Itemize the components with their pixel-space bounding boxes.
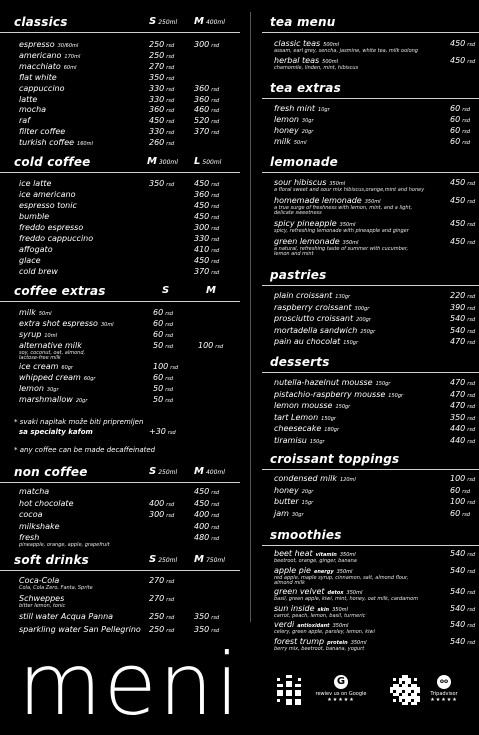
menu-item [0, 612, 240, 622]
note-decaf: * any coffee can be made decaffeinated [14, 446, 156, 454]
item-name: espresso 30/60ml [19, 40, 79, 49]
item-name: lemon mousse 150gr [274, 401, 351, 410]
item-name: macchiato 60ml [19, 61, 77, 71]
size-header-s: S 250ml [149, 466, 178, 477]
price: 100 rsd [153, 362, 179, 371]
price: 450 rsd [450, 219, 476, 228]
menu-item [0, 594, 240, 609]
item-name: condensed milk 120ml [274, 474, 356, 483]
menu-item [262, 126, 479, 136]
menu-item [262, 56, 479, 71]
price: 350 rsd [194, 612, 220, 621]
item-name: turkish coffee 160ml [19, 138, 93, 148]
menu-item [0, 533, 240, 548]
menu-item [0, 256, 240, 266]
item-name: nutella-hazelnut mousse 150gr [274, 378, 391, 387]
price: 450 rsd [194, 179, 220, 188]
size-header-l: L 500ml [194, 156, 222, 167]
tripadvisor-text: Tripadvisor [430, 691, 458, 697]
price: 450 rsd [450, 196, 476, 205]
section-header [262, 80, 479, 99]
price: 330 rsd [194, 234, 220, 243]
item-name: fresh [19, 533, 40, 542]
menu-item [0, 362, 240, 372]
menu-item [262, 196, 479, 216]
price: 100 rsd [450, 497, 476, 506]
size-header-m: M 750ml [194, 554, 225, 565]
section-header [262, 354, 479, 373]
menu-item [0, 487, 240, 497]
menu-item [262, 413, 479, 423]
price: 540 rsd [450, 620, 476, 629]
item-description: lactose-free milk [19, 355, 61, 361]
price: 400 rsd [149, 498, 175, 508]
section-classics [0, 14, 240, 148]
section-title: tea menu [270, 15, 336, 29]
section-smoothies [262, 527, 479, 652]
price: 540 rsd [450, 314, 476, 323]
menu-item [262, 326, 479, 336]
price: 390 rsd [450, 302, 476, 312]
item-name: sparkling water San Pellegrino [19, 625, 141, 634]
note-specialty: * svaki napitak može biti pripremljen [14, 418, 144, 426]
price: 540 rsd [450, 565, 476, 575]
price: 400 rsd [194, 510, 220, 519]
google-review-text: rewiev us on Google [315, 691, 367, 697]
item-name: espresso tonic [19, 201, 77, 210]
price: 360 rsd [194, 94, 220, 104]
menu-item [262, 39, 479, 54]
item-name: freddo cappuccino [19, 234, 94, 243]
item-name: mocha [19, 105, 47, 115]
item-name: honey 20gr [274, 126, 314, 135]
item-name: extra shot espresso 30ml [19, 319, 114, 328]
item-name: hot chocolate [19, 498, 74, 508]
price: 470 rsd [450, 401, 476, 410]
item-description: soy, coconut, oat, almond, [19, 350, 86, 356]
price: 470 rsd [450, 389, 476, 399]
section-header [0, 14, 240, 33]
item-name: syrup 10ml [19, 330, 57, 339]
section-title: lemonade [270, 155, 338, 169]
item-name: flat white [19, 72, 57, 82]
price: 330 rsd [149, 127, 175, 137]
menu-item [262, 378, 479, 388]
item-name: latte [19, 94, 38, 104]
price: 350 rsd [149, 72, 175, 82]
item-name: plain croissant 130gr [274, 291, 351, 300]
section-title: cold coffee [14, 155, 91, 169]
menu-item [0, 510, 240, 520]
item-description: assam, earl grey, sencha, jasmine, white tea, milk oolong [274, 48, 418, 54]
menu-item [0, 212, 240, 222]
price: 270 rsd [149, 61, 175, 71]
google-icon: G [334, 675, 348, 689]
menu-item [0, 330, 240, 340]
item-name: honey 20gr [274, 485, 314, 495]
menu-item [262, 390, 479, 400]
price: 50 rsd [153, 384, 174, 393]
menu-item [262, 474, 479, 484]
item-description: a floral sweet and sour mix hibiscus,orange,mint and honey [274, 187, 425, 193]
price: 300 rsd [194, 223, 220, 232]
item-description: beetroot, orange, ginger, banana [274, 558, 357, 564]
menu-item [0, 95, 240, 105]
menu-item [262, 219, 479, 234]
menu-item [0, 40, 240, 50]
price: 330 rsd [149, 94, 175, 104]
section-croissant-toppings [262, 451, 479, 518]
section-header [262, 527, 479, 546]
item-name: milk 50ml [19, 308, 52, 317]
price: 540 rsd [450, 603, 476, 613]
price: 60 rsd [153, 373, 174, 382]
price: 540 rsd [450, 587, 476, 596]
item-name: raspberry croissant 300gr [274, 302, 370, 312]
price: 450 rsd [194, 256, 220, 265]
item-name: alternative milk [19, 341, 82, 350]
item-name: still water Acqua Panna [19, 612, 114, 621]
note-specialty-price: +30 rsd [149, 427, 176, 436]
section-header [262, 267, 479, 286]
item-name: homemade lemonade 350ml [274, 196, 381, 205]
item-name: forest trump protein 350ml [274, 636, 367, 646]
item-name: pain au chocolat 150gr [274, 337, 359, 346]
price: 60 rsd [450, 485, 471, 495]
item-name: raf [19, 116, 31, 126]
section-header [262, 451, 479, 470]
menu-item [0, 522, 240, 532]
section-title: coffee extras [14, 284, 106, 298]
section-header [0, 464, 240, 483]
item-name: marshmallow 20gr [19, 395, 88, 404]
note-specialty-2: sa specialty kafom [19, 428, 93, 436]
size-header-s: S 250ml [149, 16, 178, 27]
qr-code-tripadvisor[interactable] [390, 675, 420, 705]
menu-item [0, 223, 240, 233]
price: 470 rsd [450, 378, 476, 387]
price: 450 rsd [194, 487, 220, 496]
menu-item [262, 424, 479, 434]
menu-item [262, 587, 479, 602]
item-name: tart Lemon 150gr [274, 412, 336, 422]
menu-item [0, 116, 240, 126]
item-name: sour hibiscus 350ml [274, 178, 346, 187]
item-name: spicy pineapple 350ml [274, 219, 356, 228]
item-description: bitter lemon, tonic [19, 603, 66, 609]
item-name: apple pie energy 350ml [274, 565, 353, 575]
stars-icon: ★★★★★ [327, 697, 355, 703]
item-name: freddo espresso [19, 223, 84, 232]
item-name: classic teas 500ml [274, 39, 339, 48]
size-header-m: M 400ml [194, 16, 225, 27]
price: 480 rsd [194, 533, 220, 542]
section-title: pastries [270, 268, 327, 282]
item-name: ice cream 60gr [19, 362, 73, 371]
item-name: matcha [19, 487, 50, 496]
item-name: lemon 30gr [19, 384, 59, 393]
item-description: almond milk [274, 579, 305, 586]
item-name: bumble [19, 212, 50, 221]
item-name: pistachio-raspberry mousse 150gr [274, 389, 404, 399]
menu-item [262, 137, 479, 147]
menu-item [0, 319, 240, 329]
price: 440 rsd [450, 435, 476, 445]
item-name: beet heat vitamin 350ml [274, 549, 356, 558]
price: 370 rsd [194, 267, 220, 276]
menu-item [262, 486, 479, 496]
section-soft-drinks [0, 552, 240, 634]
item-name: filter coffee [19, 127, 66, 137]
item-name: butter 15gr [274, 497, 314, 506]
size-header-m: M [206, 285, 216, 296]
item-name: cold brew [19, 267, 58, 276]
menu-item [262, 509, 479, 519]
item-description: celery, green apple, parsley, lemon, kiwi [274, 629, 375, 635]
price: 250 rsd [149, 612, 175, 621]
price: 360 rsd [194, 190, 220, 199]
menu-item [262, 314, 479, 324]
price: 330 rsd [149, 83, 175, 93]
menu-item [262, 636, 479, 652]
menu-item [0, 179, 240, 189]
section-title: desserts [270, 355, 330, 369]
item-name: milkshake [19, 521, 60, 531]
price: 270 rsd [149, 576, 175, 585]
menu-item [262, 291, 479, 301]
price: 440 rsd [450, 424, 476, 433]
price: 300 rsd [149, 510, 175, 519]
item-description: Cola, Cola Zero, Fanta, Sprite [19, 585, 93, 591]
size-header-s: S [162, 285, 170, 296]
menu-item [0, 190, 240, 200]
price: 520 rsd [194, 116, 220, 126]
size-header-s: S 250ml [149, 554, 178, 565]
menu-item [0, 308, 240, 318]
item-name: Schweppes [19, 594, 65, 603]
section-header [262, 154, 479, 173]
menu-item [0, 73, 240, 83]
item-description: berry mix, beetroot, banana, yogurt [274, 645, 365, 652]
item-description: carrot, peach, lemon, basil, turmeric [274, 612, 366, 619]
price: 50 rsd [153, 395, 174, 404]
price: 260 rsd [149, 138, 175, 148]
price: 450 rsd [450, 237, 476, 246]
menu-item [0, 341, 240, 361]
menu-item [0, 245, 240, 255]
section-non-coffee [0, 464, 240, 548]
price: 450 rsd [149, 116, 175, 126]
price: 220 rsd [450, 291, 476, 300]
price: 540 rsd [450, 325, 476, 335]
item-name: tiramisu 150gr [274, 435, 325, 445]
price: 450 rsd [450, 39, 476, 48]
item-name: verdi antioxidant 350ml [274, 620, 349, 629]
item-name: americano 170ml [19, 50, 81, 60]
menu-item [262, 497, 479, 507]
stars-icon: ★★★★★ [430, 697, 458, 703]
item-name: affogato [19, 245, 53, 254]
price: 60 rsd [450, 137, 471, 146]
google-review-badge[interactable] [311, 675, 371, 703]
menu-item [262, 603, 479, 619]
section-pastries [262, 267, 479, 346]
size-header-m: M 300ml [147, 156, 178, 167]
price: 540 rsd [450, 549, 476, 558]
menu-item [262, 549, 479, 564]
price: 450 rsd [450, 178, 476, 187]
menu-logo: meni [18, 635, 242, 735]
menu-item [262, 565, 479, 586]
section-tea-menu [262, 14, 479, 71]
item-name: ice americano [19, 190, 76, 199]
section-title: croissant toppings [270, 452, 400, 466]
item-description: a natural, refreshing taste of summer with cucumber, [274, 246, 409, 252]
price: 270 rsd [149, 594, 175, 603]
price: 300 rsd [194, 40, 220, 49]
section-desserts [262, 354, 479, 445]
price: 410 rsd [194, 245, 220, 254]
menu-item [262, 178, 479, 193]
menu-item [0, 201, 240, 211]
item-name: fresh mint 10gr [274, 104, 330, 113]
item-name: whipped cream 60gr [19, 373, 96, 382]
price: 100 rsd [450, 474, 476, 483]
item-name: sun inside skin 350ml [274, 603, 348, 613]
item-name: herbal teas 500ml [274, 56, 338, 65]
menu-item [262, 115, 479, 125]
menu-item [262, 104, 479, 114]
menu-item [0, 395, 240, 405]
menu-item [0, 234, 240, 244]
qr-code-google[interactable] [274, 675, 304, 705]
item-name: glace [19, 256, 41, 265]
price: 60 rsd [153, 330, 174, 339]
section-title: classics [14, 15, 68, 29]
item-description: a true surge of freshness with lemon, mint, and a light, [274, 205, 413, 211]
price: 360 rsd [149, 105, 175, 115]
item-name: lemon 30gr [274, 115, 314, 124]
item-name: ice latte [19, 179, 52, 188]
section-header [0, 154, 240, 173]
menu-item [0, 576, 240, 591]
item-description: pineapple, orange, apple, grapefruit [19, 542, 110, 548]
price: 250 rsd [149, 40, 175, 49]
menu-item [0, 127, 240, 137]
price: 350 rsd [194, 625, 220, 634]
price: 60 rsd [450, 126, 471, 135]
item-name: mortadella sandwich 250gr [274, 325, 376, 335]
item-name: milk 50ml [274, 137, 307, 146]
price: 400 rsd [194, 521, 220, 531]
menu-item [262, 401, 479, 411]
menu-item [0, 138, 240, 148]
price: 60 rsd [153, 319, 174, 328]
price: 450 rsd [194, 498, 220, 508]
item-name: green velvet detox 350ml [274, 587, 363, 596]
section-title: non coffee [14, 465, 88, 479]
menu-item [262, 620, 479, 635]
menu-item [0, 499, 240, 509]
section-header [262, 14, 479, 33]
price: 100 rsd [198, 341, 224, 350]
section-header [0, 552, 240, 571]
tripadvisor-badge[interactable] [424, 675, 464, 703]
price: 470 rsd [450, 337, 476, 346]
price: 60 rsd [450, 115, 471, 124]
price: 50 rsd [153, 341, 174, 350]
item-name: cheesecake 180gr [274, 424, 340, 433]
section-cold-coffee [0, 154, 240, 276]
item-name: prosciutto croissant 200gr [274, 314, 371, 323]
section-header [0, 283, 240, 302]
menu-item [262, 237, 479, 257]
menu-item [262, 436, 479, 446]
section-title: tea extras [270, 81, 341, 95]
item-name: cappuccino [19, 83, 65, 93]
price: 60 rsd [450, 508, 471, 518]
price: 60 rsd [450, 104, 471, 113]
price: 350 rsd [450, 412, 476, 422]
menu-item [0, 51, 240, 61]
size-header-m: M 400ml [194, 466, 225, 477]
item-name: cocoa [19, 510, 43, 519]
tripadvisor-icon: oo [437, 675, 451, 689]
item-name: green lemonade 350ml [274, 237, 359, 246]
item-description: delicate sweetness [274, 210, 322, 216]
item-description: red apple, maple syrup, cinnamon, salt, almond flour, [274, 574, 409, 581]
menu-item [262, 337, 479, 347]
price: 450 rsd [194, 212, 220, 221]
price: 250 rsd [149, 50, 175, 60]
item-name: Coca-Cola [19, 576, 60, 585]
item-description: chamomile, linden, mint, hibiscus [274, 65, 359, 71]
item-description: lemon and mint [274, 251, 314, 257]
menu-item [0, 84, 240, 94]
section-lemonade [262, 154, 479, 257]
price: 540 rsd [450, 636, 476, 646]
menu-item [0, 625, 240, 635]
menu-item [0, 105, 240, 115]
item-description: spicy, refreshing lemonade with pineapple and ginger [274, 228, 409, 234]
price: 460 rsd [194, 105, 220, 115]
section-title: smoothies [270, 528, 342, 542]
price: 370 rsd [194, 127, 220, 137]
price: 60 rsd [153, 308, 174, 317]
price: 250 rsd [149, 625, 175, 634]
price: 450 rsd [194, 201, 220, 210]
menu-item [0, 267, 240, 277]
item-description: basil, green apple, kiwi, mint, honey, oat milk, cardamom [274, 596, 419, 602]
price: 360 rsd [194, 83, 220, 93]
price: 450 rsd [450, 56, 476, 65]
section-coffee-extras [0, 283, 240, 404]
section-tea-extras [262, 80, 479, 146]
menu-item [0, 373, 240, 383]
menu-item [0, 62, 240, 72]
column-divider [250, 12, 251, 622]
price: 350 rsd [149, 179, 175, 188]
menu-item [0, 384, 240, 394]
menu-item [262, 303, 479, 313]
section-title: soft drinks [14, 553, 90, 567]
item-name: jam 30gr [274, 508, 304, 518]
